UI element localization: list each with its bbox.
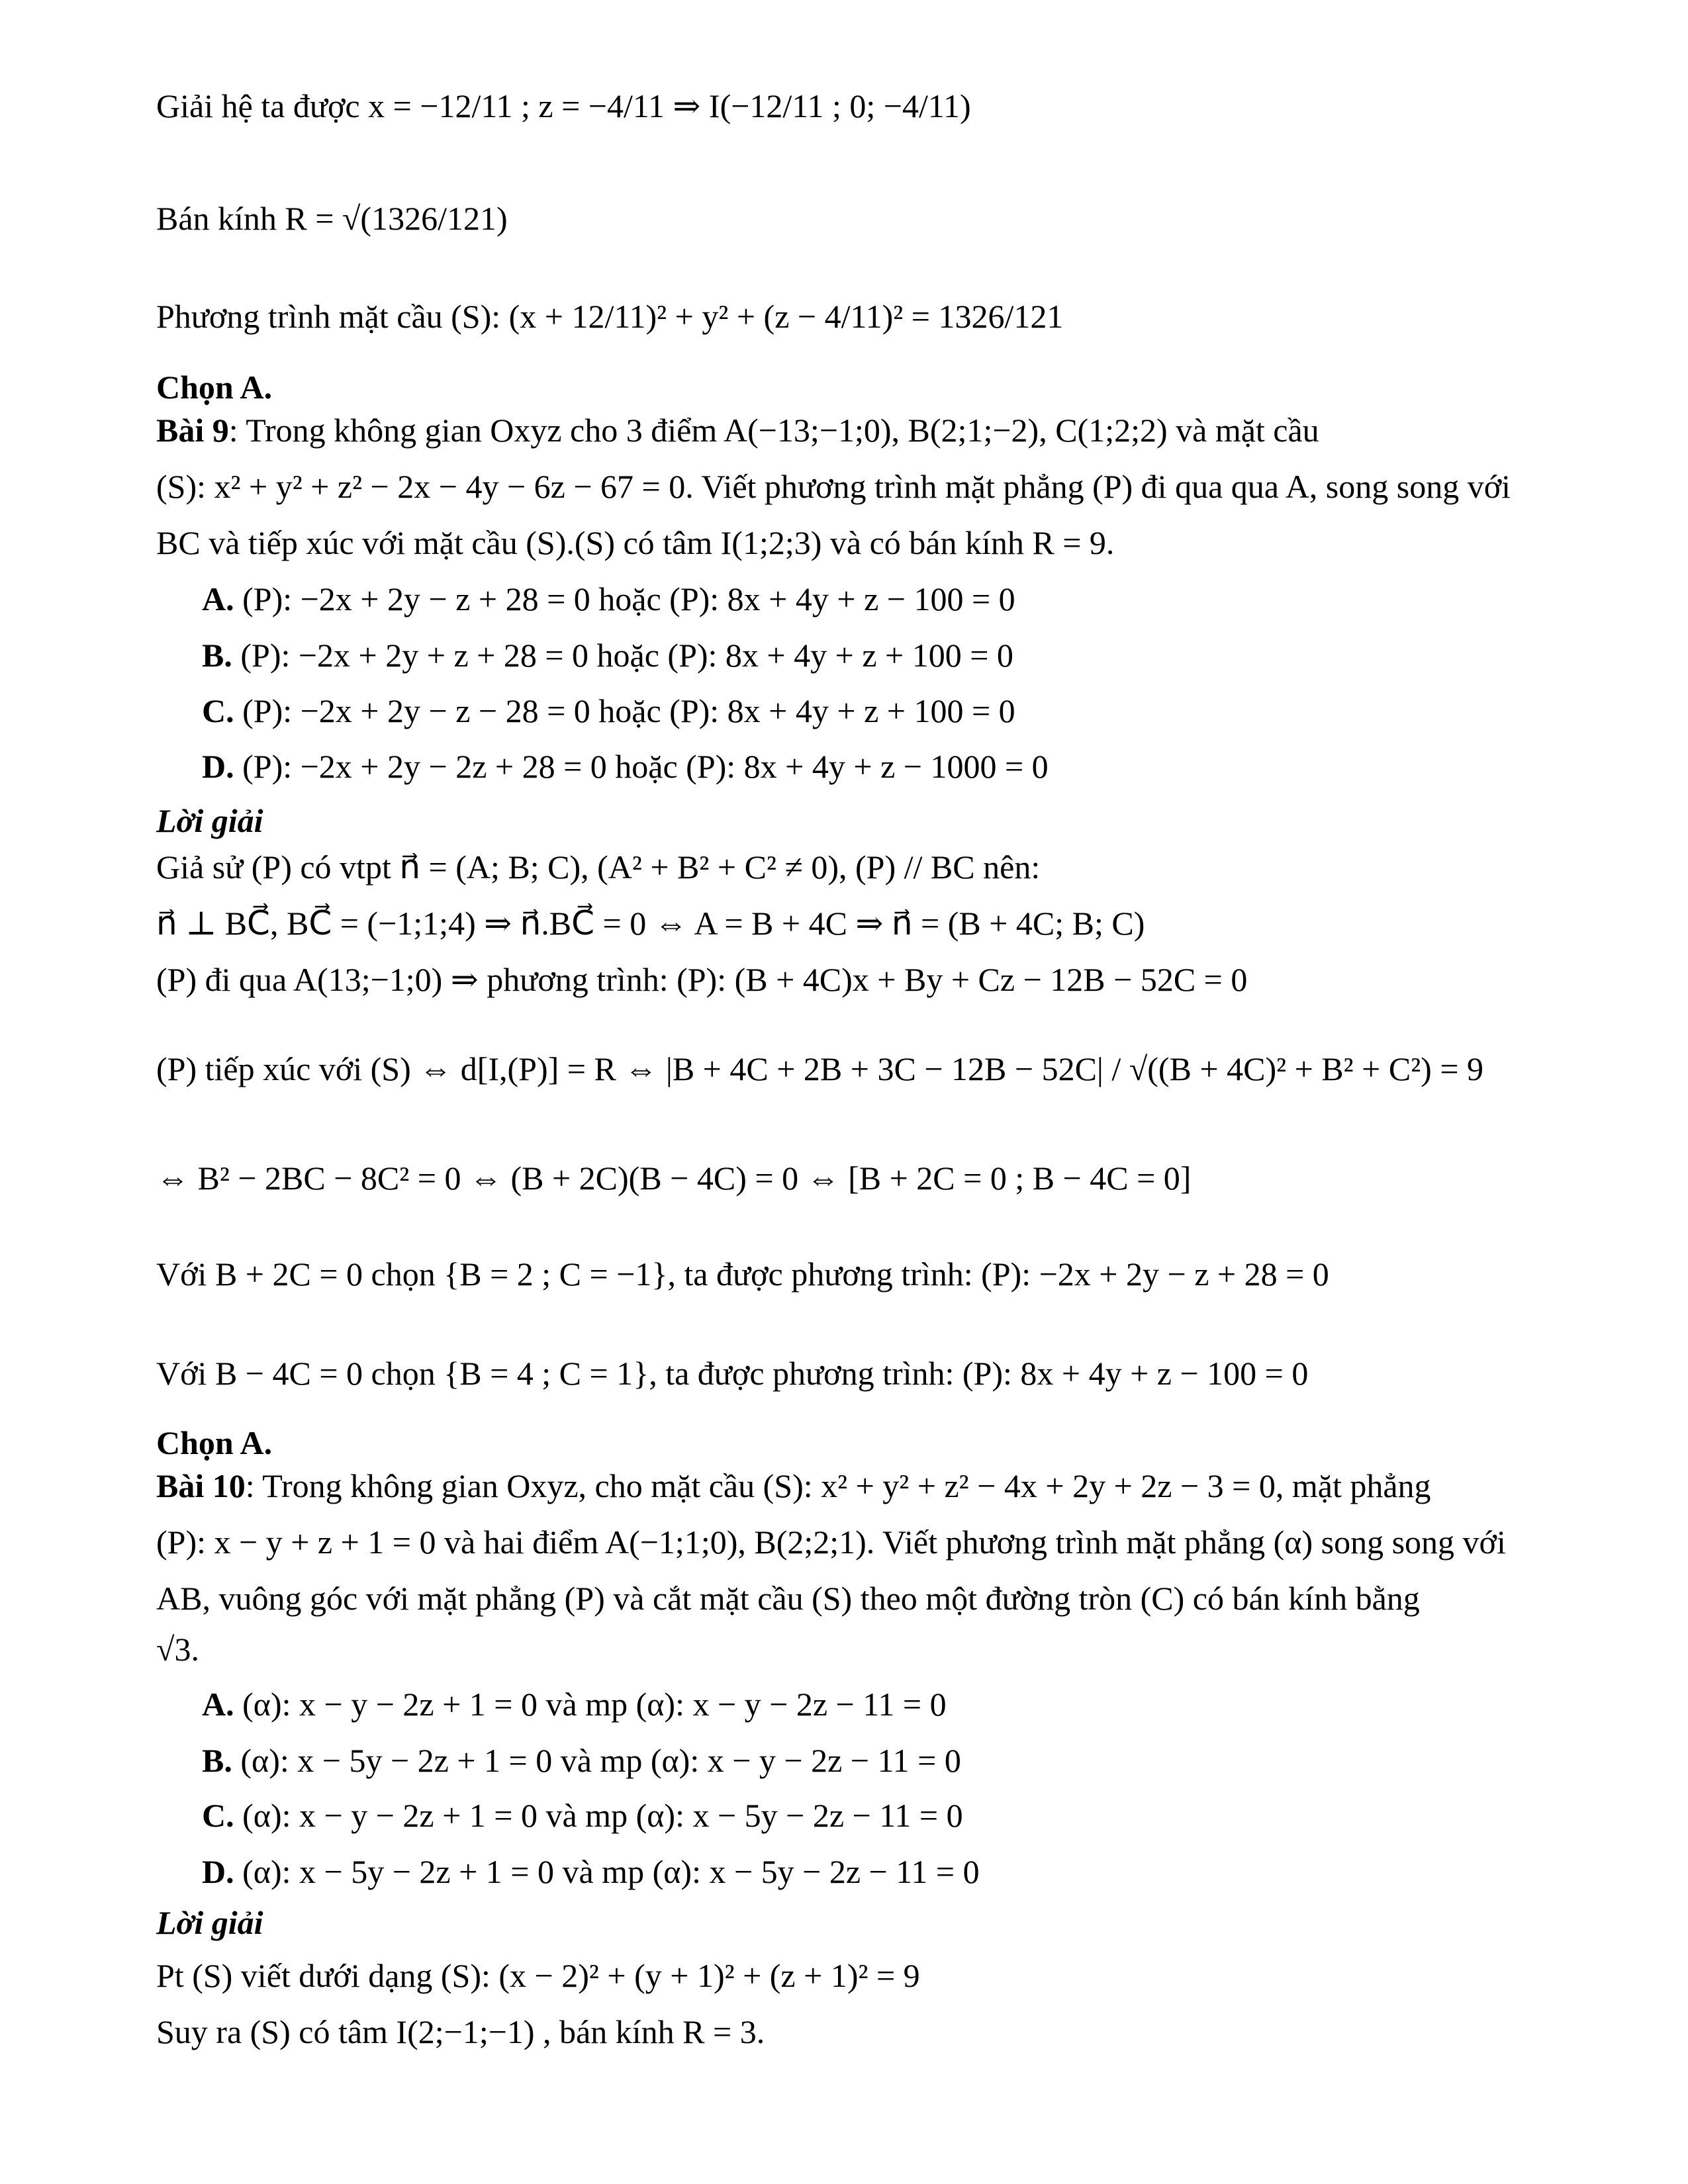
- answer-line: Chọn A.: [156, 369, 273, 406]
- solution-line: Suy ra (S) có tâm I(2;−1;−1) , bán kính R = 3.: [156, 2013, 765, 2050]
- solution-line: Với B − 4C = 0 chọn {B = 4 ; C = 1}, ta được phương trình: (P): 8x + 4y + z − 100 = 0: [156, 1355, 1309, 1392]
- problem-line: (P): x − y + z + 1 = 0 và hai điểm A(−1;1;0), B(2;2;1). Viết phương trình mặt phẳng (α) song song với: [156, 1524, 1506, 1561]
- problem-10-title: [156, 1466, 1431, 1506]
- choice-text: (α): x − y − 2z + 1 = 0 và mp (α): x − y − 2z − 11 = 0: [242, 1686, 947, 1723]
- solution-line: Với B + 2C = 0 chọn {B = 2 ; C = −1}, ta được phương trình: (P): −2x + 2y − z + 28 = 0: [156, 1255, 1329, 1293]
- solution-line: n⃗ ⊥ BC⃗, BC⃗ = (−1;1;4) ⇒ n⃗.BC⃗ = 0 ⇔ A = B + 4C ⇒ n⃗ = (B + 4C; B; C): [156, 905, 1145, 942]
- problem-text: : Trong không gian Oxyz, cho mặt cầu (S): x² + y² + z² − 4x + 2y + 2z − 3 = 0, mặt phẳng: [245, 1467, 1431, 1504]
- choice-d[interactable]: [202, 747, 1049, 786]
- choice-label: D.: [202, 1853, 234, 1890]
- choice-c[interactable]: [202, 1796, 963, 1835]
- solution-line: (P) tiếp xúc với (S) ⇔ d[I,(P)] = R ⇔ |B + 4C + 2B + 3C − 12B − 52C| / √((B + 4C)² + B² + C²) = 9: [156, 1050, 1484, 1087]
- solution-line: Giải hệ ta được x = −12/11 ; z = −4/11 ⇒ I(−12/11 ; 0; −4/11): [156, 87, 971, 124]
- problem-line: BC và tiếp xúc với mặt cầu (S).(S) có tâm I(1;2;3) và có bán kính R = 9.: [156, 524, 1115, 561]
- solution-heading: Lời giải: [156, 1904, 263, 1941]
- problem-label: Bài 9: [156, 412, 229, 449]
- choice-label: B.: [202, 1742, 232, 1779]
- problem-line: √3.: [156, 1631, 199, 1668]
- choice-label: C.: [202, 692, 234, 729]
- problem-line: AB, vuông góc với mặt phẳng (P) và cắt mặt cầu (S) theo một đường tròn (C) có bán kính bằng: [156, 1580, 1420, 1617]
- choice-label: A.: [202, 1686, 234, 1723]
- choice-a[interactable]: [202, 579, 1015, 619]
- choice-a[interactable]: [202, 1684, 947, 1724]
- choice-b[interactable]: [202, 1741, 961, 1780]
- problem-label: Bài 10: [156, 1467, 246, 1504]
- solution-heading: Lời giải: [156, 802, 263, 839]
- problem-line: (S): x² + y² + z² − 2x − 4y − 6z − 67 = 0. Viết phương trình mặt phẳng (P) đi qua qua A, song song với: [156, 468, 1511, 505]
- choice-d[interactable]: [202, 1852, 980, 1891]
- answer-line: Chọn A.: [156, 1424, 273, 1461]
- choice-b[interactable]: [202, 635, 1013, 675]
- choice-text: (α): x − 5y − 2z + 1 = 0 và mp (α): x − y − 2z − 11 = 0: [240, 1742, 961, 1779]
- choice-label: A.: [202, 580, 234, 617]
- solution-line: Giả sử (P) có vtpt n⃗ = (A; B; C), (A² + B² + C² ≠ 0), (P) // BC nên:: [156, 848, 1041, 886]
- choice-text: (P): −2x + 2y + z + 28 = 0 hoặc (P): 8x + 4y + z + 100 = 0: [240, 637, 1013, 674]
- choice-c[interactable]: [202, 691, 1015, 731]
- choice-text: (P): −2x + 2y − z − 28 = 0 hoặc (P): 8x + 4y + z + 100 = 0: [242, 692, 1015, 729]
- radius-line: Bán kính R = √(1326/121): [156, 200, 508, 237]
- choice-text: (α): x − 5y − 2z + 1 = 0 và mp (α): x − 5y − 2z − 11 = 0: [242, 1853, 980, 1890]
- problem-9-title: [156, 410, 1319, 450]
- choice-label: B.: [202, 637, 232, 674]
- solution-line: ⇔ B² − 2BC − 8C² = 0 ⇔ (B + 2C)(B − 4C) = 0 ⇔ [B + 2C = 0 ; B − 4C = 0]: [156, 1160, 1192, 1197]
- choice-text: (α): x − y − 2z + 1 = 0 và mp (α): x − 5y − 2z − 11 = 0: [242, 1797, 963, 1834]
- choice-text: (P): −2x + 2y − z + 28 = 0 hoặc (P): 8x + 4y + z − 100 = 0: [242, 580, 1015, 617]
- solution-line: (P) đi qua A(13;−1;0) ⇒ phương trình: (P): (B + 4C)x + By + Cz − 12B − 52C = 0: [156, 961, 1248, 998]
- choice-text: (P): −2x + 2y − 2z + 28 = 0 hoặc (P): 8x + 4y + z − 1000 = 0: [242, 748, 1049, 785]
- sphere-equation-line: Phương trình mặt cầu (S): (x + 12/11)² + y² + (z − 4/11)² = 1326/121: [156, 298, 1064, 335]
- solution-line: Pt (S) viết dưới dạng (S): (x − 2)² + (y + 1)² + (z + 1)² = 9: [156, 1957, 920, 1994]
- choice-label: C.: [202, 1797, 234, 1834]
- choice-label: D.: [202, 748, 234, 785]
- problem-text: : Trong không gian Oxyz cho 3 điểm A(−13;−1;0), B(2;1;−2), C(1;2;2) và mặt cầu: [228, 412, 1319, 449]
